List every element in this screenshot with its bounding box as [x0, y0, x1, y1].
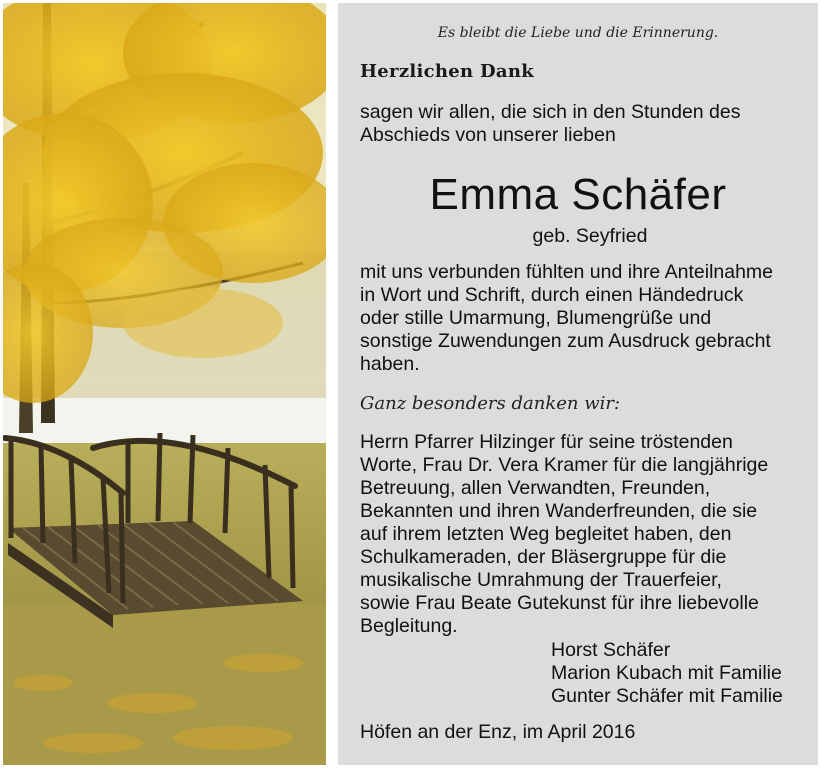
maiden-name: geb. Seyfried	[532, 225, 648, 247]
signer: Gunter Schäfer mit Familie	[551, 685, 783, 707]
place-date: Höfen an der Enz, im April 2016	[360, 721, 636, 743]
signer: Horst Schäfer	[551, 639, 671, 661]
thanks-heading: Herzlichen Dank	[360, 61, 535, 82]
deceased-name: Emma Schäfer	[429, 170, 727, 219]
motto: Es bleibt die Liebe und die Erinnerung.	[437, 25, 719, 41]
obituary-text-panel	[338, 3, 818, 765]
intro-paragraph: sagen wir allen, die sich in den Stunden des Abschieds von unserer lieben	[360, 101, 741, 146]
special-thanks-paragraph: Herrn Pfarrer Hilzinger für seine tröstenden Worte, Frau Dr. Vera Kramer für die langjährige Betreuung, allen Verwandten, Freunden, Bekannten und ihren Wanderfreunden, die sie auf ihrem letzten Weg begleitet haben, den Schulkameraden, der Bläsergruppe für die musikalische Umrahmung der Trauerfeier, sowie Frau Beate Gutekunst für ihre liebevolle Begleitung.	[360, 431, 769, 637]
special-thanks-heading: Ganz besonders danken wir:	[360, 393, 621, 414]
signers	[551, 639, 783, 708]
signer: Marion Kubach mit Familie	[551, 662, 782, 684]
autumn-bridge-photo	[3, 3, 326, 765]
body-paragraph: mit uns verbunden fühlten und ihre Anteilnahme in Wort und Schrift, durch einen Händedruck oder stille Umarmung, Blumengrüße und sonstige Zuwendungen zum Ausdruck gebracht haben.	[360, 261, 774, 375]
